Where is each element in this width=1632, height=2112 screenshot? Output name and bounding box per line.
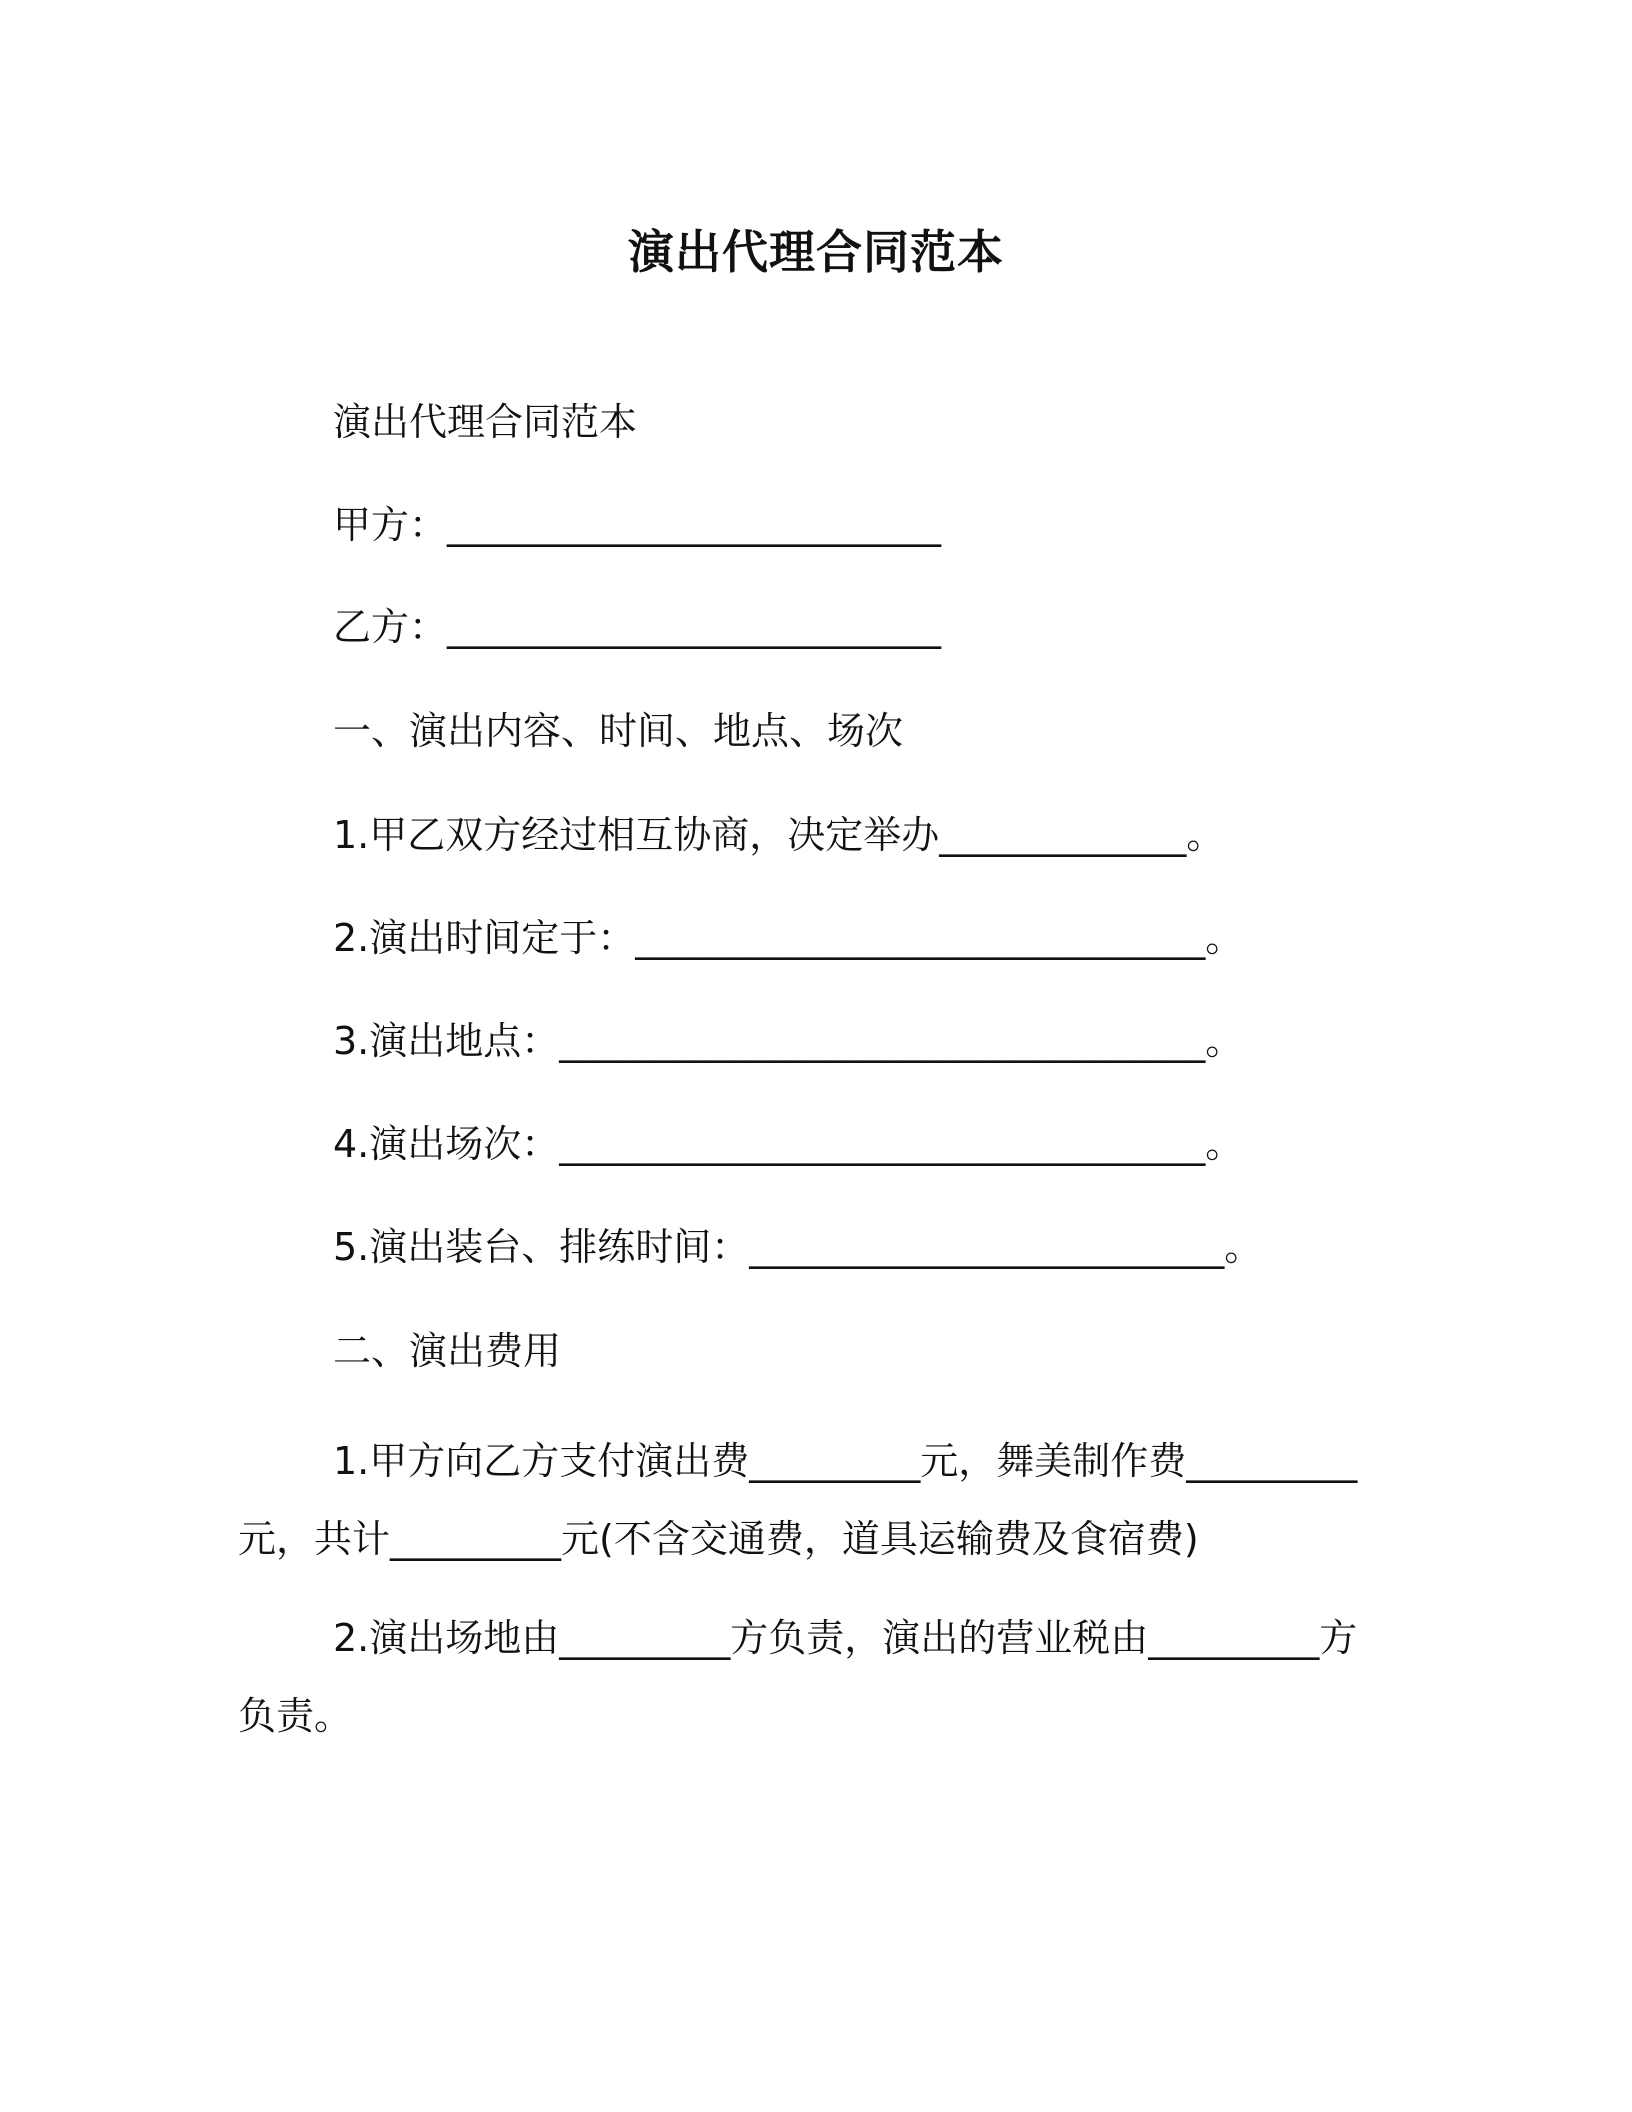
section1-item-1: 1.甲乙双方经过相互协商，决定举办_____________。 bbox=[333, 813, 1225, 857]
section1-heading: 一、演出内容、时间、地点、场次 bbox=[333, 709, 904, 753]
section2-item-2: 2.演出场地由_________方负责，演出的营业税由_________方负责。 bbox=[238, 1616, 1358, 1738]
party-a-line: 甲方：__________________________ bbox=[333, 503, 942, 547]
section2-item-1: 1.甲方向乙方支付演出费_________元，舞美制作费_________元，共计_________元(不含交通费，道具运输费及食宿费) bbox=[238, 1439, 1358, 1561]
party-b-line: 乙方：__________________________ bbox=[333, 605, 942, 649]
section1-item-2: 2.演出时间定于：______________________________。 bbox=[333, 916, 1244, 960]
section1-item-3: 3.演出地点：__________________________________。 bbox=[333, 1019, 1244, 1063]
section2-heading: 二、演出费用 bbox=[333, 1329, 562, 1373]
document-subtitle: 演出代理合同范本 bbox=[333, 400, 638, 444]
section1-item-5: 5.演出装台、排练时间：_________________________。 bbox=[333, 1225, 1263, 1269]
document-title: 演出代理合同范本 bbox=[628, 225, 1004, 279]
section1-item-4: 4.演出场次：__________________________________。 bbox=[333, 1122, 1244, 1166]
